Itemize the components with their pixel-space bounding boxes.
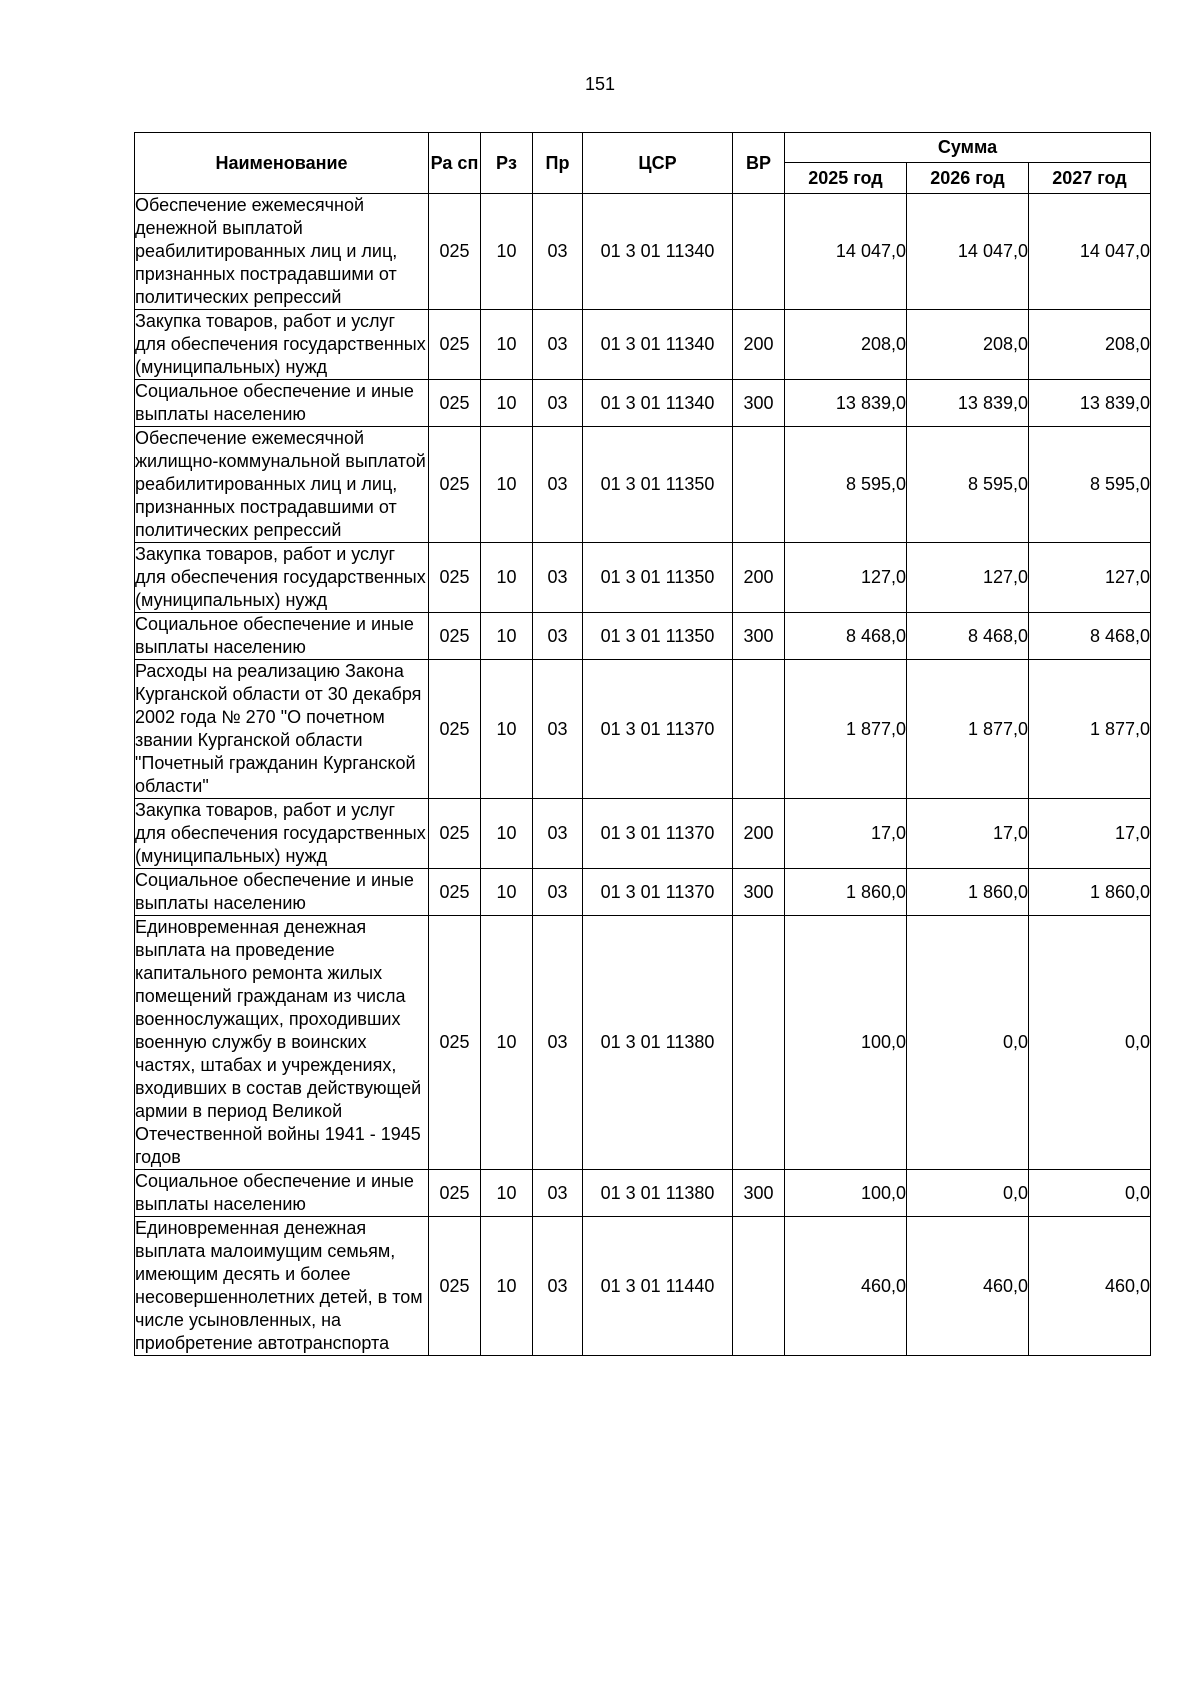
cell-rz: 10 — [481, 194, 533, 310]
table-row — [135, 380, 1151, 427]
cell-rasp: 025 — [429, 194, 481, 310]
cell-2026: 0,0 — [907, 916, 1029, 1170]
cell-2026: 208,0 — [907, 310, 1029, 380]
cell-vr: 200 — [733, 310, 785, 380]
cell-2027: 1 860,0 — [1029, 869, 1151, 916]
cell-rasp: 025 — [429, 869, 481, 916]
cell-csr: 01 3 01 11350 — [583, 613, 733, 660]
cell-name: Расходы на реализацию Закона Курганской области от 30 декабря 2002 года № 270 "О почетном звании Курганской области "Почетный гражданин Курганской области" — [135, 660, 429, 799]
page-number: 151 — [584, 74, 616, 94]
cell-2025: 8 468,0 — [785, 613, 907, 660]
cell-2027: 17,0 — [1029, 799, 1151, 869]
budget-table — [134, 132, 1151, 1356]
table-row — [135, 1170, 1151, 1217]
cell-2025: 460,0 — [785, 1217, 907, 1356]
table-row — [135, 310, 1151, 380]
cell-rasp: 025 — [429, 660, 481, 799]
cell-2026: 8 468,0 — [907, 613, 1029, 660]
cell-name: Закупка товаров, работ и услуг для обеспечения государственных (муниципальных) нужд — [135, 799, 429, 869]
header-2026: 2026 год — [907, 163, 1029, 194]
cell-rasp: 025 — [429, 1217, 481, 1356]
cell-name: Социальное обеспечение и иные выплаты населению — [135, 613, 429, 660]
cell-rz: 10 — [481, 1170, 533, 1217]
table-row — [135, 543, 1151, 613]
cell-vr: 200 — [733, 799, 785, 869]
table-row — [135, 869, 1151, 916]
cell-2026: 127,0 — [907, 543, 1029, 613]
cell-vr — [733, 427, 785, 543]
cell-2025: 13 839,0 — [785, 380, 907, 427]
cell-2026: 13 839,0 — [907, 380, 1029, 427]
cell-rz: 10 — [481, 613, 533, 660]
cell-pr: 03 — [533, 1170, 583, 1217]
cell-pr: 03 — [533, 380, 583, 427]
cell-rasp: 025 — [429, 380, 481, 427]
cell-2027: 460,0 — [1029, 1217, 1151, 1356]
cell-pr: 03 — [533, 427, 583, 543]
cell-vr: 300 — [733, 380, 785, 427]
cell-2025: 14 047,0 — [785, 194, 907, 310]
cell-2025: 208,0 — [785, 310, 907, 380]
cell-2026: 0,0 — [907, 1170, 1029, 1217]
header-rasp: Ра сп — [429, 133, 481, 194]
cell-name: Обеспечение ежемесячной денежной выплатой реабилитированных лиц и лиц, признанных пострадавшими от политических репрессий — [135, 194, 429, 310]
cell-vr: 300 — [733, 613, 785, 660]
table-row — [135, 427, 1151, 543]
cell-vr — [733, 1217, 785, 1356]
cell-csr: 01 3 01 11340 — [583, 194, 733, 310]
cell-name: Единовременная денежная выплата малоимущим семьям, имеющим десять и более несовершеннолетних детей, в том числе усыновленных, на приобретение автотранспорта — [135, 1217, 429, 1356]
cell-rz: 10 — [481, 310, 533, 380]
cell-rasp: 025 — [429, 427, 481, 543]
cell-2027: 8 595,0 — [1029, 427, 1151, 543]
table-row — [135, 916, 1151, 1170]
cell-2027: 1 877,0 — [1029, 660, 1151, 799]
cell-vr — [733, 916, 785, 1170]
cell-pr: 03 — [533, 543, 583, 613]
cell-2025: 1 860,0 — [785, 869, 907, 916]
cell-2026: 1 877,0 — [907, 660, 1029, 799]
cell-csr: 01 3 01 11380 — [583, 1170, 733, 1217]
cell-rz: 10 — [481, 660, 533, 799]
cell-rz: 10 — [481, 1217, 533, 1356]
cell-vr — [733, 660, 785, 799]
cell-csr: 01 3 01 11370 — [583, 660, 733, 799]
table-body — [135, 194, 1151, 1356]
cell-2027: 14 047,0 — [1029, 194, 1151, 310]
cell-csr: 01 3 01 11440 — [583, 1217, 733, 1356]
cell-pr: 03 — [533, 310, 583, 380]
cell-2025: 127,0 — [785, 543, 907, 613]
header-csr: ЦСР — [583, 133, 733, 194]
cell-csr: 01 3 01 11340 — [583, 310, 733, 380]
cell-vr — [733, 194, 785, 310]
cell-pr: 03 — [533, 916, 583, 1170]
header-summa: Сумма — [785, 133, 1151, 163]
cell-rz: 10 — [481, 427, 533, 543]
cell-pr: 03 — [533, 194, 583, 310]
cell-pr: 03 — [533, 660, 583, 799]
cell-pr: 03 — [533, 1217, 583, 1356]
table-row — [135, 194, 1151, 310]
cell-pr: 03 — [533, 613, 583, 660]
cell-pr: 03 — [533, 799, 583, 869]
cell-2026: 1 860,0 — [907, 869, 1029, 916]
cell-2026: 460,0 — [907, 1217, 1029, 1356]
cell-2027: 8 468,0 — [1029, 613, 1151, 660]
table-row — [135, 1217, 1151, 1356]
table-row — [135, 799, 1151, 869]
header-name: Наименование — [135, 133, 429, 194]
cell-2026: 8 595,0 — [907, 427, 1029, 543]
cell-vr: 200 — [733, 543, 785, 613]
cell-name: Закупка товаров, работ и услуг для обеспечения государственных (муниципальных) нужд — [135, 310, 429, 380]
cell-name: Социальное обеспечение и иные выплаты населению — [135, 869, 429, 916]
cell-csr: 01 3 01 11380 — [583, 916, 733, 1170]
cell-rasp: 025 — [429, 916, 481, 1170]
cell-2026: 14 047,0 — [907, 194, 1029, 310]
cell-vr: 300 — [733, 1170, 785, 1217]
cell-2025: 17,0 — [785, 799, 907, 869]
cell-2025: 1 877,0 — [785, 660, 907, 799]
header-2025: 2025 год — [785, 163, 907, 194]
cell-name: Закупка товаров, работ и услуг для обеспечения государственных (муниципальных) нужд — [135, 543, 429, 613]
cell-pr: 03 — [533, 869, 583, 916]
table-row — [135, 613, 1151, 660]
cell-name: Социальное обеспечение и иные выплаты населению — [135, 1170, 429, 1217]
cell-rz: 10 — [481, 543, 533, 613]
table-row — [135, 660, 1151, 799]
cell-rz: 10 — [481, 916, 533, 1170]
cell-rasp: 025 — [429, 1170, 481, 1217]
cell-2026: 17,0 — [907, 799, 1029, 869]
cell-csr: 01 3 01 11340 — [583, 380, 733, 427]
table-header — [135, 133, 1151, 194]
cell-rz: 10 — [481, 380, 533, 427]
header-vr: ВР — [733, 133, 785, 194]
cell-csr: 01 3 01 11370 — [583, 869, 733, 916]
cell-rasp: 025 — [429, 543, 481, 613]
header-pr: Пр — [533, 133, 583, 194]
cell-rz: 10 — [481, 869, 533, 916]
cell-2027: 13 839,0 — [1029, 380, 1151, 427]
cell-rasp: 025 — [429, 613, 481, 660]
cell-rasp: 025 — [429, 310, 481, 380]
cell-csr: 01 3 01 11350 — [583, 427, 733, 543]
cell-name: Обеспечение ежемесячной жилищно-коммунальной выплатой реабилитированных лиц и лиц, признанных пострадавшими от политических репрессий — [135, 427, 429, 543]
cell-csr: 01 3 01 11370 — [583, 799, 733, 869]
cell-rasp: 025 — [429, 799, 481, 869]
cell-vr: 300 — [733, 869, 785, 916]
cell-csr: 01 3 01 11350 — [583, 543, 733, 613]
cell-name: Социальное обеспечение и иные выплаты населению — [135, 380, 429, 427]
cell-rz: 10 — [481, 799, 533, 869]
cell-2025: 100,0 — [785, 1170, 907, 1217]
cell-2025: 100,0 — [785, 916, 907, 1170]
header-2027: 2027 год — [1029, 163, 1151, 194]
cell-2027: 0,0 — [1029, 916, 1151, 1170]
header-rz: Рз — [481, 133, 533, 194]
cell-2025: 8 595,0 — [785, 427, 907, 543]
cell-2027: 208,0 — [1029, 310, 1151, 380]
cell-2027: 0,0 — [1029, 1170, 1151, 1217]
cell-name: Единовременная денежная выплата на проведение капитального ремонта жилых помещений гражданам из числа военнослужащих, проходивших военную службу в воинских частях, штабах и учреждениях, входивших в состав действующей армии в период Великой Отечественной войны 1941 - 1945 годов — [135, 916, 429, 1170]
cell-2027: 127,0 — [1029, 543, 1151, 613]
